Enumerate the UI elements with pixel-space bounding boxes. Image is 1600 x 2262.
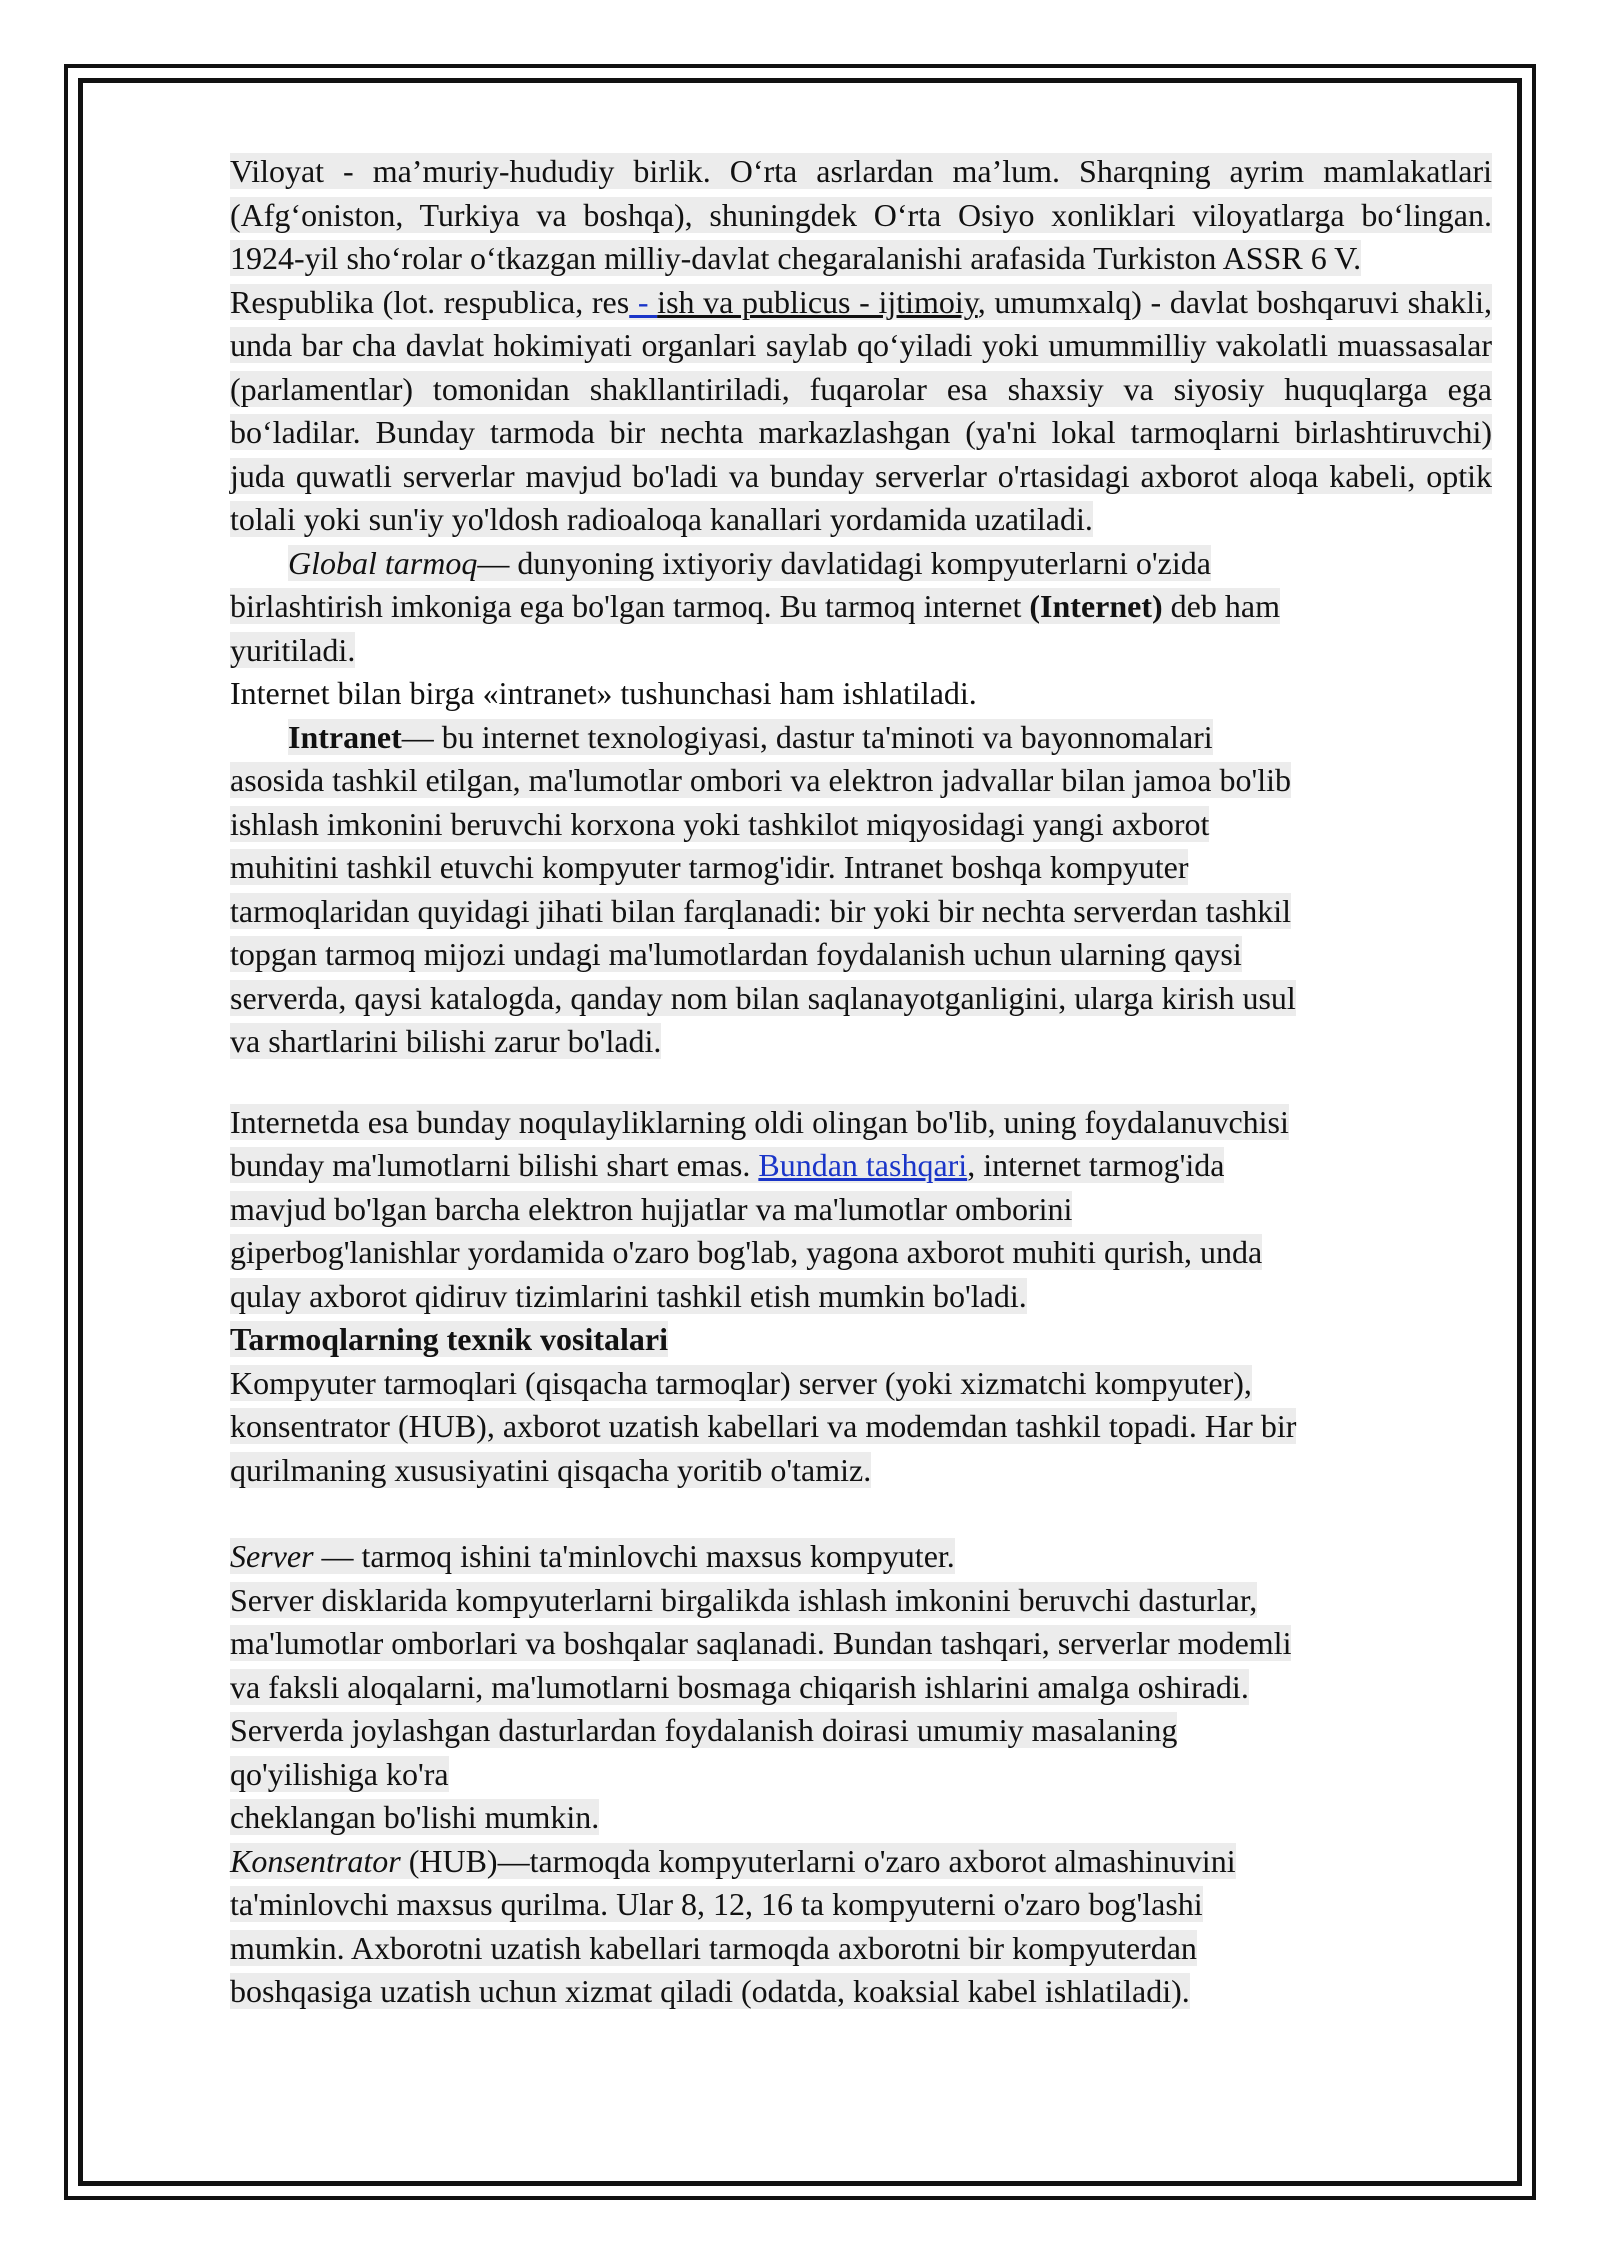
paragraph-kompyuter-line-3 xyxy=(230,1449,1492,1493)
respublika-rest: , umumxalq) - davlat boshqaruvi shakli, unda bar cha davlat hokimiyati organlari saylab qo‘yiladi yoki umummilliy vakolatli muassasalar (parlamentlar) tomonidan shakllantiriladi, fuqarolar esa shaxsiy va siyosiy huquqlarga ega bo‘ladilar. Bunday tarmoda bir nechta markazlashgan (ya'ni lokal tarmoqlarni birlashtiruvchi) juda quwatli serverlar mavjud bo'ladi va bunday serverlar o'rtasidagi axborot aloqa kabeli, optik tolali yoki sun'iy yo'ldosh radioaloqa kanallari yordamida uzatiladi. xyxy=(230,283,1492,537)
paragraph-internetda-line-5 xyxy=(230,1275,1492,1319)
paragraph-intranet-line-6 xyxy=(230,933,1492,977)
server-term: Server xyxy=(230,1538,314,1574)
paragraph-server-line-4 xyxy=(230,1666,1492,1710)
paragraph-konsentrator-line-2 xyxy=(230,1883,1492,1927)
internetda-line: giperbog'lanishlar yordamida o'zaro bog'lab, yagona axborot muhiti qurish, unda xyxy=(230,1234,1263,1270)
konsentrator-line: mumkin. Axborotni uzatish kabellari tarmoqda axborotni bir kompyuterdan xyxy=(230,1929,1197,1966)
paragraph-viloyat-text: Viloyat - ma’muriy-hududiy birlik. O‘rta asrlardan ma’lum. Sharqning ayrim mamlakatlari (Afg‘oniston, Turkiya va boshqa), shuningdek O‘rta Osiyo xonliklari viloyatlarga bo‘lingan. 1924-yil sho‘rolar o‘tkazgan milliy-davlat chegaralanishi arafasida Turkiston ASSR 6 V. xyxy=(230,153,1492,276)
kompyuter-line: konsentrator (HUB), axborot uzatish kabellari va modemdan tashkil topadi. Har bir xyxy=(230,1408,1297,1444)
internetda-line-2a: bunday ma'lumotlarni bilishi shart emas. xyxy=(230,1147,759,1183)
konsentrator-line-1: (HUB)—tarmoqda kompyuterlarni o'zaro axborot almashinuvini xyxy=(400,1842,1236,1879)
bundan-tashqari-link[interactable]: Bundan tashqari xyxy=(758,1147,968,1183)
intranet-line: tarmoqlaridan quyidagi jihati bilan farqlanadi: bir yoki bir nechta serverdan tashkil xyxy=(230,892,1291,929)
konsentrator-term: Konsentrator xyxy=(230,1842,401,1879)
server-line: qo'yilishiga ko'ra xyxy=(230,1755,449,1792)
internetda-line: mavjud bo'lgan barcha elektron hujjatlar va ma'lumotlar omborini xyxy=(230,1190,1073,1227)
intranet-line: serverda, qaysi katalogda, qanday nom bilan saqlanayotganligini, ularga kirish usul xyxy=(230,979,1296,1016)
paragraph-server-line-5 xyxy=(230,1709,1492,1753)
global-line-2b: deb ham xyxy=(1162,588,1280,624)
spacer xyxy=(230,1492,1492,1535)
paragraph-intranet-line-3 xyxy=(230,803,1492,847)
server-line: cheklangan bo'lishi mumkin. xyxy=(230,1799,600,1835)
internetda-line: Internetda esa bunday noqulayliklarning oldi olingan bo'lib, uning foydalanuvchisi xyxy=(230,1103,1289,1140)
intranet-line: muhitini tashkil etuvchi kompyuter tarmog'idir. Intranet boshqa kompyuter xyxy=(230,849,1189,885)
paragraph-internetda-line-2 xyxy=(230,1144,1492,1188)
global-term: Global tarmoq xyxy=(288,544,478,581)
kompyuter-line: qurilmaning xususiyatini qisqacha yoritib o'tamiz. xyxy=(230,1451,872,1488)
internetda-line-2b: , internet tarmog'ida xyxy=(967,1147,1225,1183)
konsentrator-line: ta'minlovchi maxsus qurilma. Ular 8, 12, 16 ta kompyuterni o'zaro bog'lashi xyxy=(230,1886,1203,1922)
respublika-dash: - xyxy=(629,283,658,320)
server-line: Server disklarida kompyuterlarni birgalikda ishlash imkonini beruvchi dasturlar, xyxy=(230,1581,1258,1618)
global-line-2a: birlashtirish imkoniga ega bo'lgan tarmoq. Bu tarmoq internet xyxy=(230,588,1030,624)
intranet-line: va shartlarini bilishi zarur bo'ladi. xyxy=(230,1023,662,1059)
kompyuter-line: Kompyuter tarmoqlari (qisqacha tarmoqlar) server (yoki xizmatchi kompyuter), xyxy=(230,1364,1252,1401)
server-line: Serverda joylashgan dasturlardan foydalanish doirasi umumiy masalaning xyxy=(230,1712,1178,1748)
section-heading xyxy=(230,1318,1492,1362)
paragraph-intranet-line-4 xyxy=(230,846,1492,890)
paragraph-server-line-6 xyxy=(230,1753,1492,1797)
paragraph-server-line-7 xyxy=(230,1796,1492,1840)
global-line-3: yuritiladi. xyxy=(230,631,356,668)
server-line: ma'lumotlar omborlari va boshqalar saqlanadi. Bundan tashqari, serverlar modemli xyxy=(230,1625,1292,1661)
paragraph-internetda-line-1 xyxy=(230,1101,1492,1145)
paragraph-global-line-3 xyxy=(230,629,1492,673)
paragraph-intranet-line-2 xyxy=(230,759,1492,803)
paragraph-respublika xyxy=(230,281,1492,542)
server-line: va faksli aloqalarni, ma'lumotlarni bosmaga chiqarish ishlarini amalga oshiradi. xyxy=(230,1668,1249,1705)
paragraph-intranet-intro xyxy=(230,672,1492,716)
section-heading-text: Tarmoqlarning texnik vositalari xyxy=(230,1321,668,1357)
intranet-line: asosida tashkil etilgan, ma'lumotlar ombori va elektron jadvallar bilan jamoa bo'lib xyxy=(230,762,1292,798)
intranet-term: Intranet xyxy=(288,718,402,755)
paragraph-global-line-2 xyxy=(230,585,1492,629)
intranet-line: topgan tarmoq mijozi undagi ma'lumotlardan foydalanish uchun ularning qaysi xyxy=(230,936,1242,972)
paragraph-intranet-line-5 xyxy=(230,890,1492,934)
paragraph-konsentrator-line-4 xyxy=(230,1970,1492,2014)
paragraph-global-line-1 xyxy=(230,542,1492,586)
internet-bold: (Internet) xyxy=(1029,588,1163,624)
intranet-line: — bu internet texnologiyasi, dastur ta'minoti va bayonnomalari xyxy=(401,718,1213,755)
konsentrator-line: boshqasiga uzatish uchun xizmat qiladi (odatda, koaksial kabel ishlatiladi). xyxy=(230,1973,1190,2009)
respublika-intro: Respublika (lot. respublica, res xyxy=(230,283,630,320)
paragraph-server-line-2 xyxy=(230,1579,1492,1623)
paragraph-intranet-line-8 xyxy=(230,1020,1492,1064)
global-line-1: — dunyoning ixtiyoriy davlatidagi kompyuterlarni o'zida xyxy=(477,544,1211,581)
document-body xyxy=(230,150,1492,2014)
paragraph-kompyuter-line-1 xyxy=(230,1362,1492,1406)
paragraph-kompyuter-line-2 xyxy=(230,1405,1492,1449)
paragraph-internetda-line-3 xyxy=(230,1188,1492,1232)
internetda-line: qulay axborot qidiruv tizimlarini tashkil etish mumkin bo'ladi. xyxy=(230,1277,1027,1314)
paragraph-internetda-line-4 xyxy=(230,1231,1492,1275)
paragraph-viloyat xyxy=(230,150,1492,281)
intranet-line: ishlash imkonini beruvchi korxona yoki tashkilot miqyosidagi yangi axborot xyxy=(230,805,1210,842)
paragraph-konsentrator-line-3 xyxy=(230,1927,1492,1971)
paragraph-server-line-3 xyxy=(230,1622,1492,1666)
spacer xyxy=(230,1064,1492,1101)
server-line-1: — tarmoq ishini ta'minlovchi maxsus kompyuter. xyxy=(313,1538,955,1574)
paragraph-server-line-1 xyxy=(230,1535,1492,1579)
paragraph-intranet-line-1 xyxy=(230,716,1492,760)
respublika-link[interactable]: ish va publicus - ijtimoiy xyxy=(657,283,978,320)
intranet-intro-text: Internet bilan birga «intranet» tushunchasi ham ishlatiladi. xyxy=(230,675,977,711)
paragraph-konsentrator-line-1 xyxy=(230,1840,1492,1884)
paragraph-intranet-line-7 xyxy=(230,977,1492,1021)
